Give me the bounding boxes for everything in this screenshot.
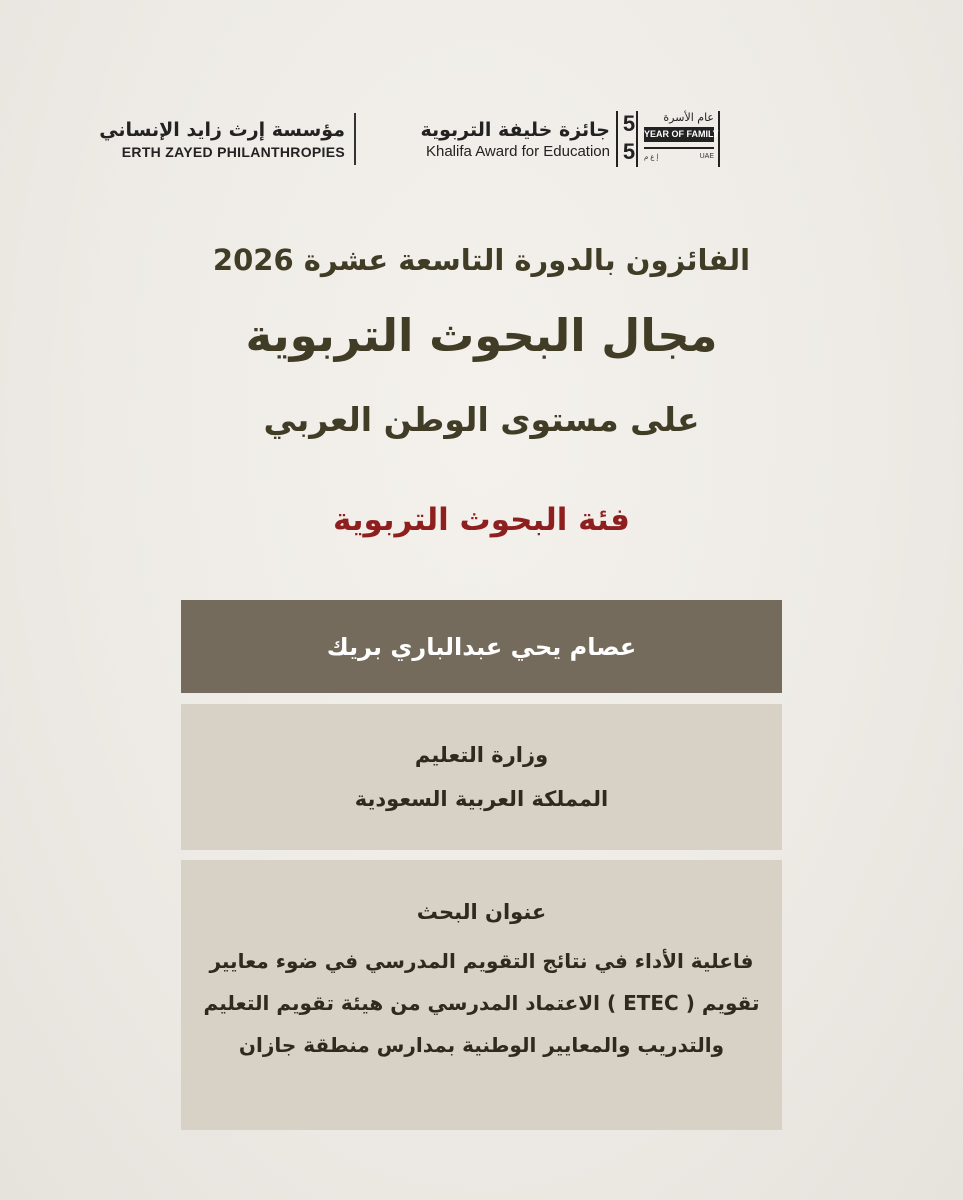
year-of-family-english: YEAR OF FAMILY <box>644 127 714 142</box>
winner-organization-box <box>181 704 782 850</box>
year-tag-left: إ ع م <box>644 154 659 161</box>
year-five-bottom: 5 <box>622 139 636 164</box>
winners-heading: الفائزون بالدورة التاسعة عشرة 2026 <box>212 243 751 277</box>
winner-name-box <box>181 600 782 693</box>
erth-zayed-english: ERTH ZAYED PHILANTHROPIES <box>121 144 345 160</box>
khalifa-award-english: Khalifa Award for Education <box>425 143 610 160</box>
research-title-label: عنوان البحث <box>416 900 547 924</box>
year-five-top: 5 <box>622 111 636 136</box>
scope-subtitle: على مستوى الوطن العربي <box>263 400 700 439</box>
organization-ministry: وزارة التعليم <box>414 743 549 767</box>
year-logo-bar <box>644 147 714 149</box>
organization-country: المملكة العربية السعودية <box>354 787 609 811</box>
year-tag-right: UAE <box>699 153 714 160</box>
khalifa-award-arabic: جائزة خليفة التربوية <box>420 119 610 141</box>
research-box <box>181 860 782 1130</box>
erth-zayed-logo <box>80 117 345 161</box>
winner-name: عصام يحي عبدالباري بريك <box>326 632 637 661</box>
category-title: فئة البحوث التربوية <box>333 502 630 538</box>
year-of-family-arabic: عام الأسرة <box>663 111 714 124</box>
year-of-family-logo <box>616 111 720 167</box>
year-logo-tags <box>644 153 714 161</box>
erth-zayed-arabic: مؤسسة إرث زايد الإنساني <box>99 119 345 141</box>
year-fives <box>622 111 638 167</box>
header-logos <box>80 108 740 170</box>
field-title: مجال البحوث التربوية <box>245 309 718 362</box>
research-title-text: فاعلية الأداء في نتائج التقويم المدرسي في ضوء معايير تقويم ( ETEC ) الاعتماد المدرسي من هيئة تقويم التعليم والتدريب والمعايير الوطنية بمدارس منطقة جازان <box>203 949 760 1057</box>
logo-divider <box>354 113 356 165</box>
khalifa-award-logo <box>365 117 610 161</box>
